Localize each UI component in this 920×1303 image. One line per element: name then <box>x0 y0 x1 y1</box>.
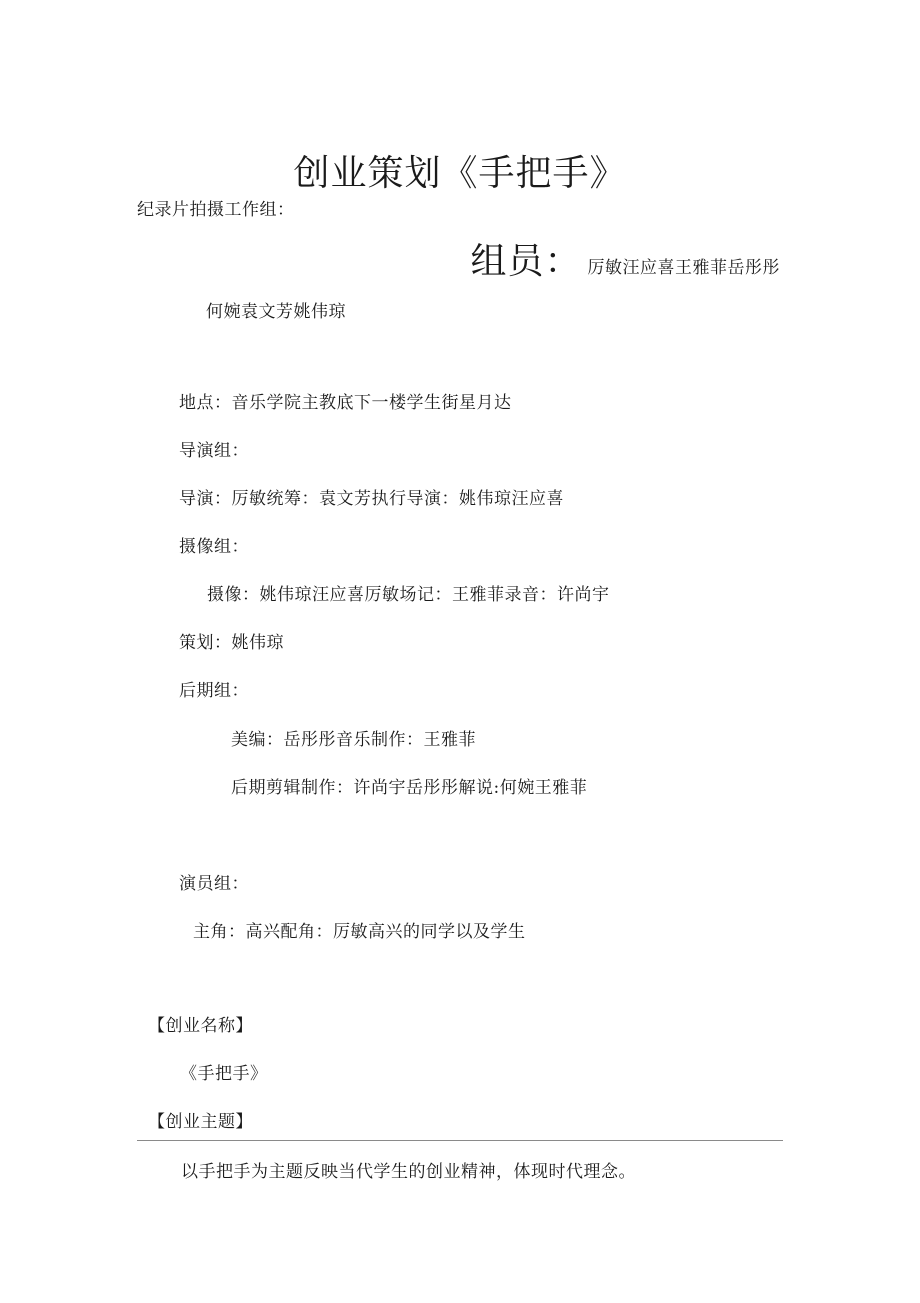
director-line: 导演：厉敏统筹：袁文芳执行导演：姚伟琼汪应喜 <box>179 489 564 509</box>
venture-name-heading: 【创业名称】 <box>148 1016 253 1036</box>
venture-theme: 以手把手为主题反映当代学生的创业精神，体现时代理念。 <box>181 1162 636 1182</box>
location-line: 地点：音乐学院主教底下一楼学生街星月达 <box>179 393 512 413</box>
cast-group-heading: 演员组： <box>179 874 249 894</box>
camera-group-heading: 摄像组： <box>179 537 249 557</box>
post-group-heading: 后期组： <box>179 681 249 701</box>
venture-theme-heading: 【创业主题】 <box>148 1112 253 1132</box>
director-group-heading: 导演组： <box>179 441 249 461</box>
camera-line: 摄像：姚伟琼汪应喜厉敏场记：王雅菲录音：许尚宇 <box>207 585 610 605</box>
members-row <box>470 240 780 284</box>
planning-line: 策划：姚伟琼 <box>179 633 284 653</box>
venture-name: 《手把手》 <box>180 1064 268 1084</box>
members-names-line1: 厉敏汪应喜王雅菲岳彤彤 <box>587 258 780 278</box>
cast-line: 主角：高兴配角：厉敏高兴的同学以及学生 <box>193 922 526 942</box>
members-label: 组员： <box>470 241 582 282</box>
members-names-line2: 何婉袁文芳姚伟琼 <box>206 302 346 322</box>
editing-line: 后期剪辑制作：许尚宇岳彤彤解说:何婉王雅菲 <box>231 778 588 798</box>
crew-heading: 纪录片拍摄工作组： <box>137 200 295 220</box>
art-music-line: 美编：岳彤彤音乐制作：王雅菲 <box>231 730 476 750</box>
document-title: 创业策划《手把手》 <box>293 153 627 195</box>
section-divider <box>137 1140 783 1141</box>
